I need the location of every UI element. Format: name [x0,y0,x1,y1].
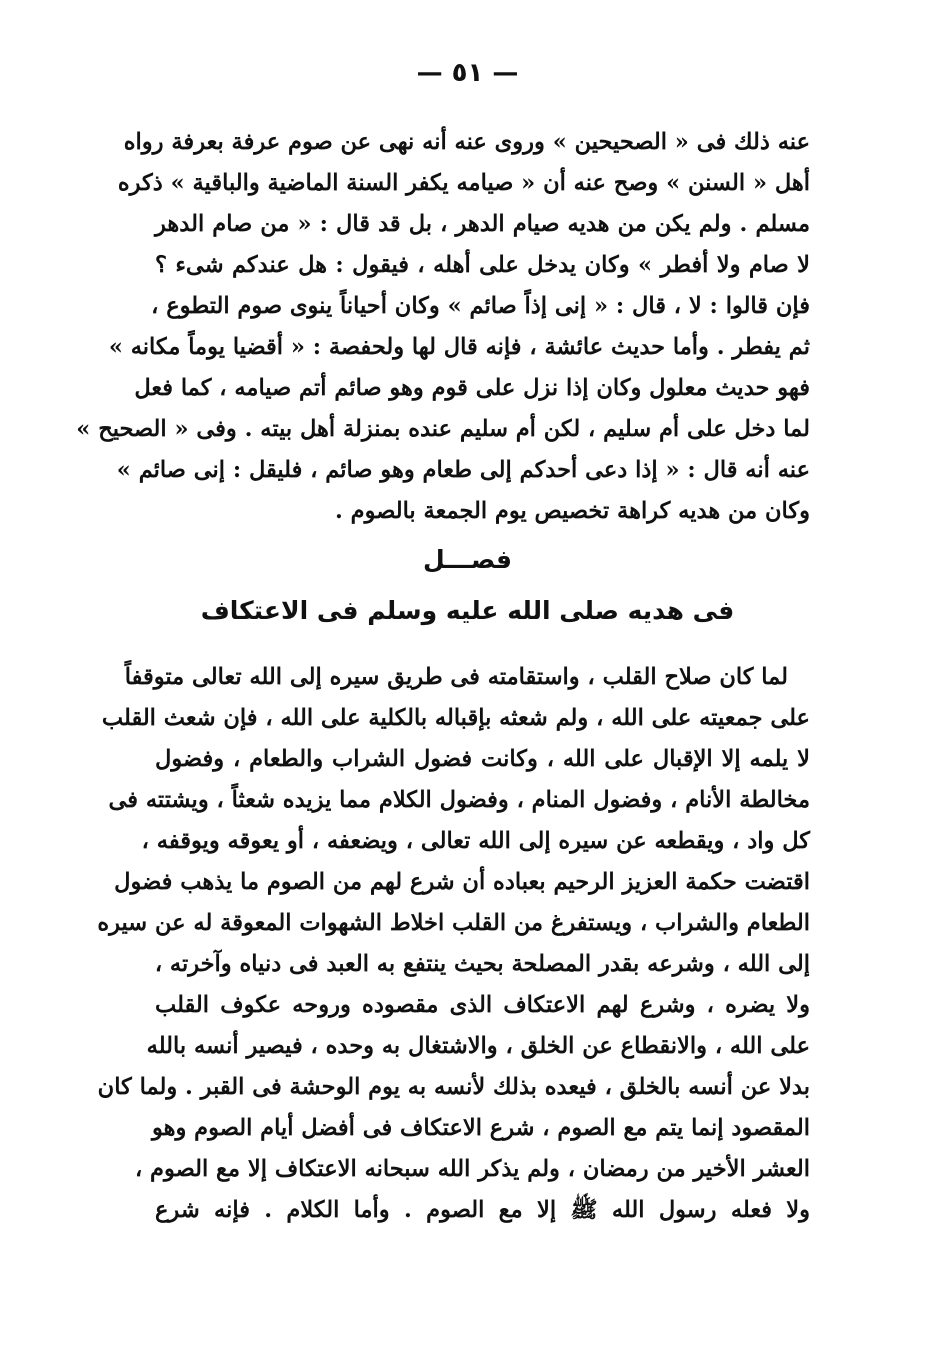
text-line: ثم يفطر . وأما حديث عائشة ، فإنه قال لها ولحفصة : « أقضيا يوماً مكانه » [108,334,810,360]
section-subtitle: فى هديه صلى الله عليه وسلم فى الاعتكاف [200,596,735,625]
text-line: اقتضت حكمة العزيز الرحيم بعباده أن شرع لهم من الصوم ما يذهب فضول [114,869,810,895]
text-line: عنه ذلك فى « الصحيحين » وروى عنه أنه نهى عن صوم عرفة بعرفة رواه [123,129,810,155]
text-line: أهل « السنن » وصح عنه أن « صيامه يكفر السنة الماضية والباقية » ذكره [117,170,810,196]
text-line: عنه أنه قال : « إذا دعى أحدكم إلى طعام وهو صائم ، فليقل : إنى صائم » [116,457,810,483]
text-line: المقصود إنما يتم مع الصوم ، شرع الاعتكاف فى أفضل أيام الصوم وهو [151,1115,810,1141]
paragraph-fasting [76,122,810,532]
text-line: على الله ، والانقطاع عن الخلق ، والاشتغال به وحده ، فيصير أنسه بالله [146,1033,810,1059]
text-line: ولا يضره ، وشرع لهم الاعتكاف الذى مقصوده وروحه عكوف القلب [155,992,810,1018]
page-number: — ٥١ — [416,58,519,88]
text-line: لما دخل على أم سليم ، لكن أم سليم عنده بمنزلة أهل بيته . وفى « الصحيح » [76,416,810,442]
text-line: فهو حديث معلول وكان إذا نزل على قوم وهو صائم أتم صيامه ، كما فعل [134,375,810,401]
text-line: فإن قالوا : لا ، قال : « إنى إذاً صائم » وكان أحياناً ينوى صوم التطوع ، [151,293,810,319]
section-title: فصـــل [423,545,512,574]
text-line: كل واد ، ويقطعه عن سيره إلى الله تعالى ، ويضعفه ، أو يعوقه ويوقفه ، [141,828,810,854]
text-line: لا يلمه إلا الإقبال على الله ، وكانت فضول الشراب والطعام ، وفضول [155,746,810,772]
text-line: إلى الله ، وشرعه بقدر المصلحة بحيث ينتفع به العبد فى دنياه وآخرته ، [154,951,810,977]
text-line: ولا فعله رسول الله ﷺ إلا مع الصوم . وأما الكلام . فإنه شرع [155,1197,810,1223]
text-line: الطعام والشراب ، ويستفرغ من القلب اخلاط الشهوات المعوقة له عن سيره [97,910,810,936]
text-line: مسلم . ولم يكن من هديه صيام الدهر ، بل قد قال : « من صام الدهر [155,211,810,237]
text-line: لما كان صلاح القلب ، واستقامته فى طريق سيره إلى الله تعالى متوقفاً [124,664,788,690]
text-line: وكان من هديه كراهة تخصيص يوم الجمعة بالصوم . [334,498,810,524]
text-line: على جمعيته على الله ، ولم شعثه بإقباله بالكلية على الله ، فإن شعث القلب [101,705,810,731]
text-line: بدلا عن أنسه بالخلق ، فيعده بذلك لأنسه به يوم الوحشة فى القبر . ولما كان [97,1074,810,1100]
text-line: لا صام ولا أفطر » وكان يدخل على أهله ، فيقول : هل عندكم شىء ؟ [155,252,810,278]
text-line: مخالطة الأنام ، وفضول المنام ، وفضول الكلام مما يزيده شعثاً ، ويشتته فى [108,787,810,813]
text-line: العشر الأخير من رمضان ، ولم يذكر الله سبحانه الاعتكاف إلا مع الصوم ، [134,1156,810,1182]
paragraph-itikaf [97,657,810,1231]
